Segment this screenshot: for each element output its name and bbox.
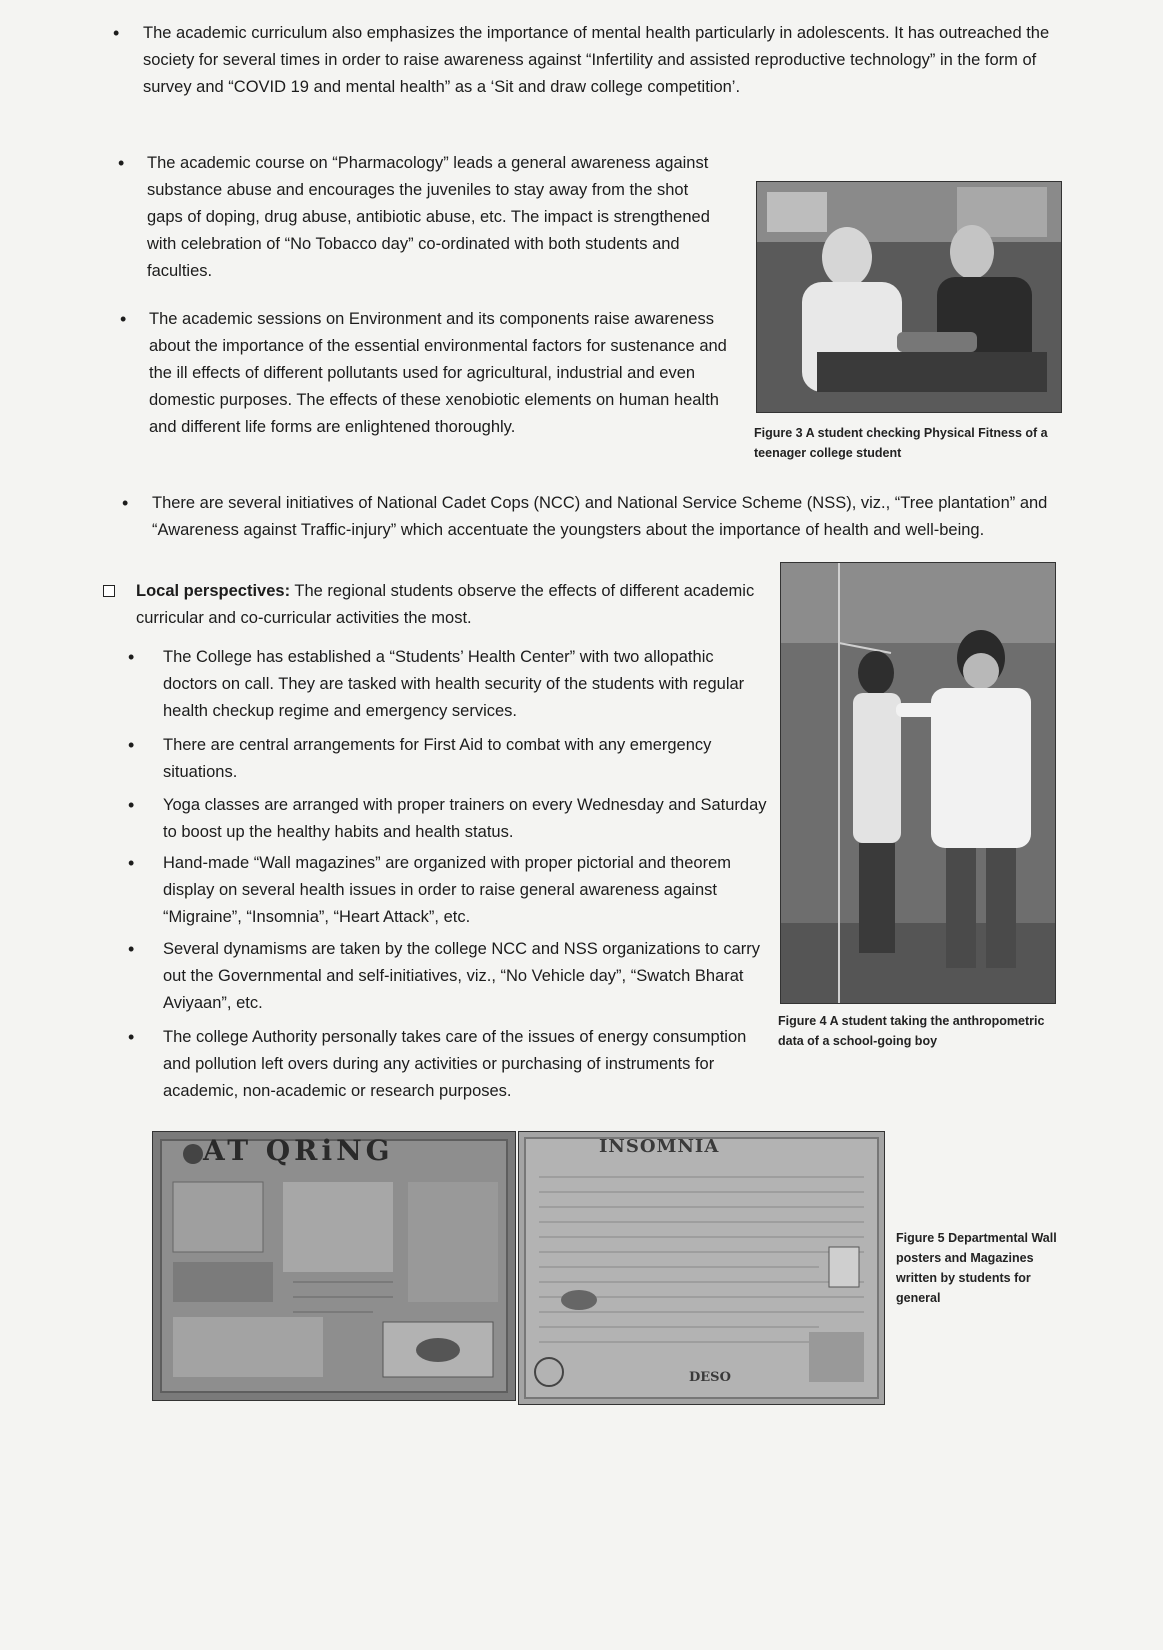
local-perspectives-heading: Local perspectives: [136, 582, 291, 600]
figure-4-photo [780, 562, 1056, 1004]
bullet-dot: • [128, 939, 135, 959]
bullet-dot: • [128, 853, 135, 873]
poster-right-footer: DESO [689, 1370, 731, 1385]
local-bullet-2: There are central arrangements for First Aid to combat with any emergency situations. [163, 736, 712, 781]
checkbox-icon [103, 585, 115, 597]
curriculum-bullet-3: The academic sessions on Environment and its components raise awareness about the importance of the essential environmental factors for sustenance and the ill effects of different pollutants used for agricultural, industrial and even domestic purposes. The effects of these xenobiotic elements on human health and different life forms are enlightened thoroughly. [149, 310, 727, 436]
figure-5-caption: Figure 5 Departmental Wall posters and Magazines written by students for general [896, 1231, 1057, 1305]
figure-3-caption: Figure 3 A student checking Physical Fitness of a teenager college student [754, 426, 1048, 460]
curriculum-bullet-2: The academic course on “Pharmacology” leads a general awareness against substance abuse and encourages the juveniles to stay away from the shot gaps of doping, drug abuse, antibiotic abuse, etc. The impact is strengthened with celebration of “No Tobacco day” co-ordinated with both students and faculties. [147, 154, 710, 280]
local-bullet-5: Several dynamisms are taken by the college NCC and NSS organizations to carry out the Governmental and self-initiatives, viz., “No Vehicle day”, “Swatch Bharat Aviyaan”, etc. [163, 940, 761, 1012]
figure-5-left-poster [152, 1131, 516, 1401]
bullet-dot: • [120, 309, 127, 329]
figure-4-caption: Figure 4 A student taking the anthropometric data of a school-going boy [778, 1014, 1045, 1048]
local-bullet-4: Hand-made “Wall magazines” are organized with proper pictorial and theorem display on several health issues in order to raise general awareness against “Migraine”, “Insomnia”, “Heart Attack”, etc. [163, 854, 731, 926]
poster-right-title: INSOMNIA [599, 1136, 720, 1157]
bullet-dot: • [128, 647, 135, 667]
local-bullet-3: Yoga classes are arranged with proper trainers on every Wednesday and Saturday to boost up the healthy habits and health status. [163, 796, 767, 841]
curriculum-bullet-1: The academic curriculum also emphasizes the importance of mental health particularly in adolescents. It has outreached the society for several times in order to raise awareness against “Infertility and assisted reproductive technology” in the form of survey and “COVID 19 and mental health” as a ‘Sit and draw college competition’. [143, 24, 1050, 96]
bullet-dot: • [128, 1027, 135, 1047]
bullet-dot: • [118, 153, 125, 173]
local-perspectives-intro [136, 578, 756, 632]
bullet-dot: • [122, 493, 129, 513]
bullet-dot: • [113, 23, 120, 43]
local-perspectives-text: The regional students observe the effects of different academic curricular and co-curricular activities the most. [136, 582, 755, 627]
bullet-dot: • [128, 795, 135, 815]
poster-left-title: AT QRiNG [203, 1134, 394, 1167]
local-bullet-1: The College has established a “Students’ Health Center” with two allopathic doctors on call. They are tasked with health security of the students with regular health checkup regime and emergency services. [163, 648, 745, 720]
bullet-dot: • [128, 735, 135, 755]
figure-3-photo [756, 181, 1062, 413]
local-bullet-6: The college Authority personally takes care of the issues of energy consumption and pollution left overs during any activities or purchasing of instruments for academic, non-academic or research purposes. [163, 1028, 747, 1100]
curriculum-bullet-4: There are several initiatives of National Cadet Cops (NCC) and National Service Scheme (NSS), viz., “Tree plantation” and “Awareness against Traffic-injury” which accentuate the youngsters about the importance of health and well-being. [152, 494, 1048, 539]
figure-5-right-poster [518, 1131, 885, 1405]
